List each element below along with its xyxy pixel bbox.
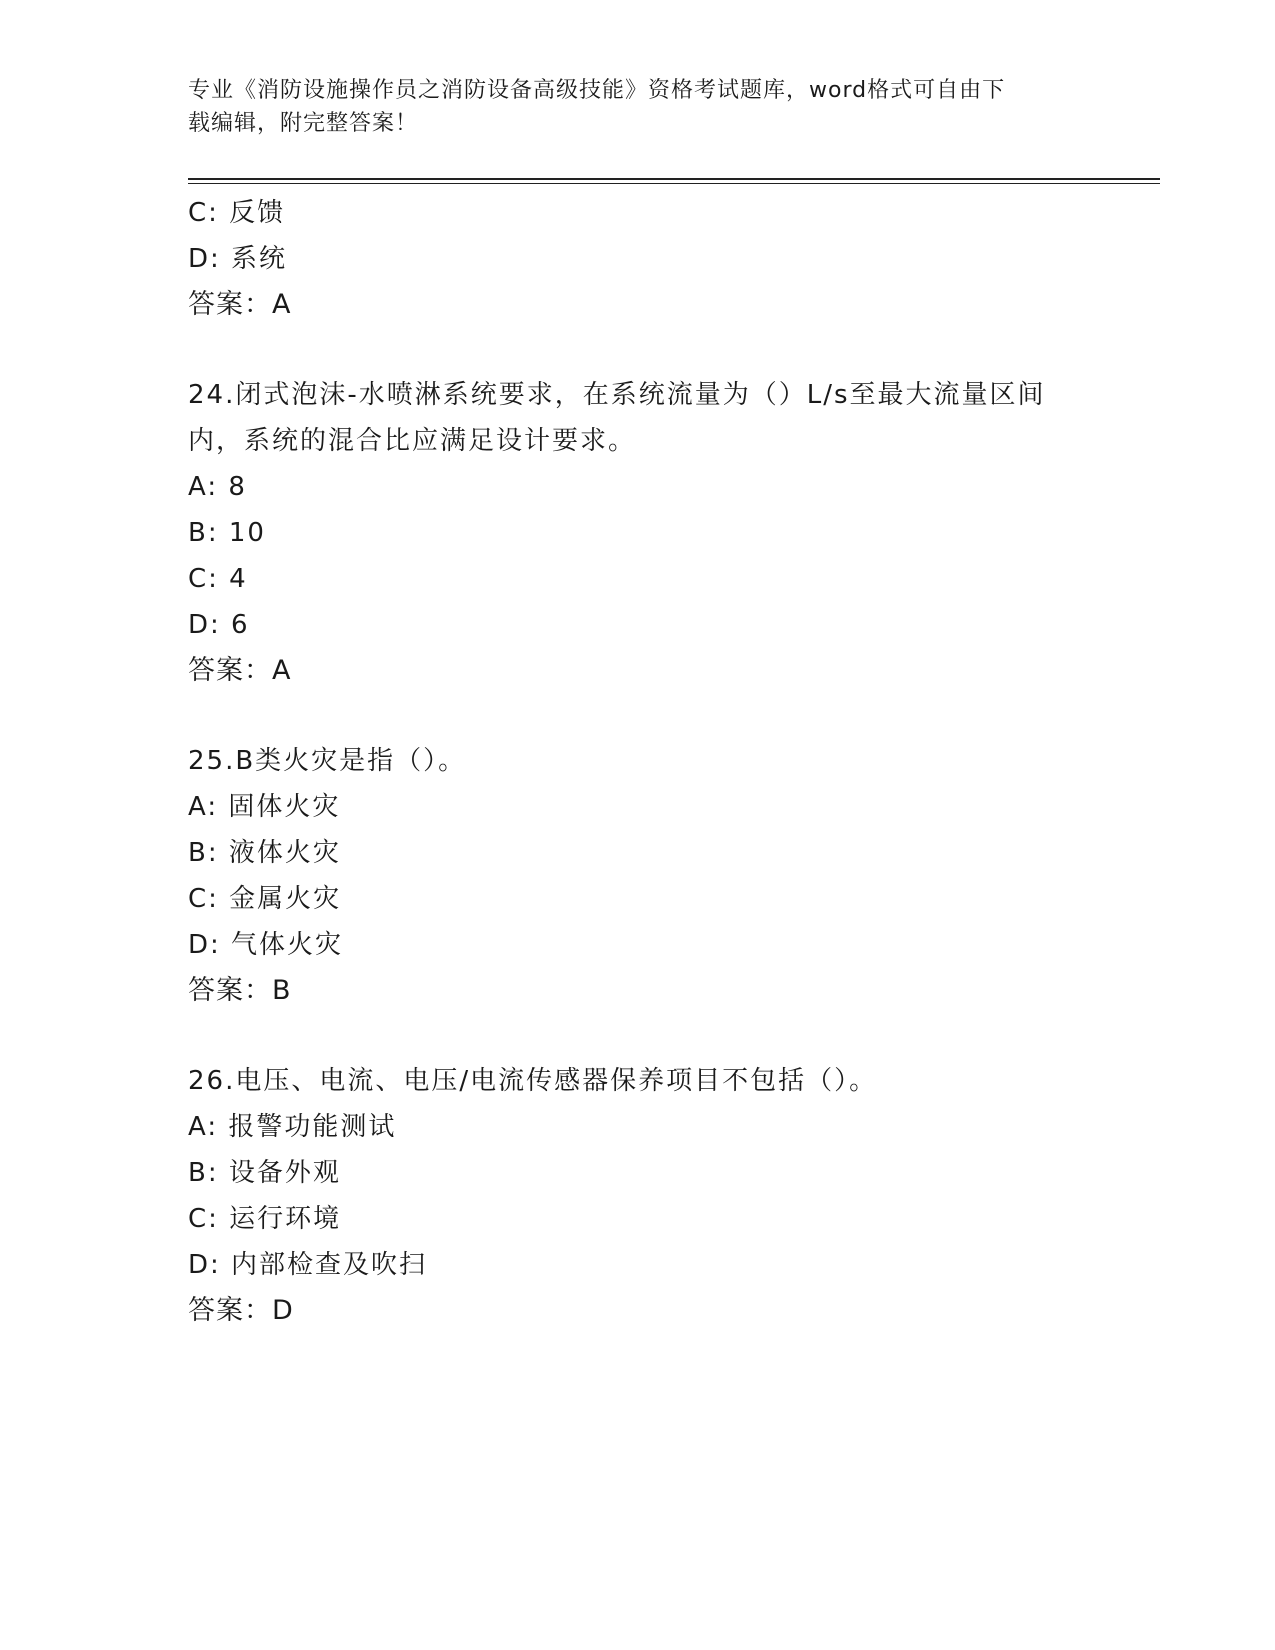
option-c: C: 金属火灾 bbox=[188, 884, 342, 914]
option-b: B: 设备外观 bbox=[188, 1158, 341, 1188]
question-list bbox=[188, 190, 1148, 1334]
option-a: A: 报警功能测试 bbox=[188, 1112, 397, 1142]
option-c: C: 运行环境 bbox=[188, 1204, 342, 1234]
option-d: D: 气体火灾 bbox=[188, 930, 344, 960]
option-b: B: 液体火灾 bbox=[188, 838, 341, 868]
header-divider-thick bbox=[188, 178, 1160, 180]
header-line-2: 载编辑，附完整答案！ bbox=[188, 111, 419, 136]
question-text-line-1: 25.B类火灾是指（）。 bbox=[188, 746, 467, 776]
answer: 答案：A bbox=[188, 289, 292, 320]
question-25 bbox=[188, 738, 1148, 1014]
option-a: A: 8 bbox=[188, 472, 247, 502]
option-c: C: 反馈 bbox=[188, 198, 286, 228]
question-text-line-2: 内，系统的混合比应满足设计要求。 bbox=[188, 426, 637, 456]
header-line-1: 专业《消防设施操作员之消防设备高级技能》资格考试题库，word格式可自由下 bbox=[188, 78, 1006, 103]
answer: 答案：D bbox=[188, 1295, 294, 1326]
header-divider-thin bbox=[188, 183, 1160, 184]
partial-question bbox=[188, 190, 1148, 328]
question-26 bbox=[188, 1058, 1148, 1334]
option-d: D: 系统 bbox=[188, 244, 288, 274]
option-b: B: 10 bbox=[188, 518, 266, 548]
document-header bbox=[188, 74, 1088, 140]
option-d: D: 6 bbox=[188, 610, 250, 640]
answer: 答案：A bbox=[188, 655, 292, 686]
option-a: A: 固体火灾 bbox=[188, 792, 341, 822]
option-c: C: 4 bbox=[188, 564, 248, 594]
question-text-line-1: 24.闭式泡沫-水喷淋系统要求，在系统流量为（）L/s至最大流量区间 bbox=[188, 380, 1046, 410]
answer: 答案：B bbox=[188, 975, 292, 1006]
option-d: D: 内部检查及吹扫 bbox=[188, 1250, 428, 1280]
question-24 bbox=[188, 372, 1148, 694]
question-text-line-1: 26.电压、电流、电压/电流传感器保养项目不包括（）。 bbox=[188, 1066, 878, 1096]
